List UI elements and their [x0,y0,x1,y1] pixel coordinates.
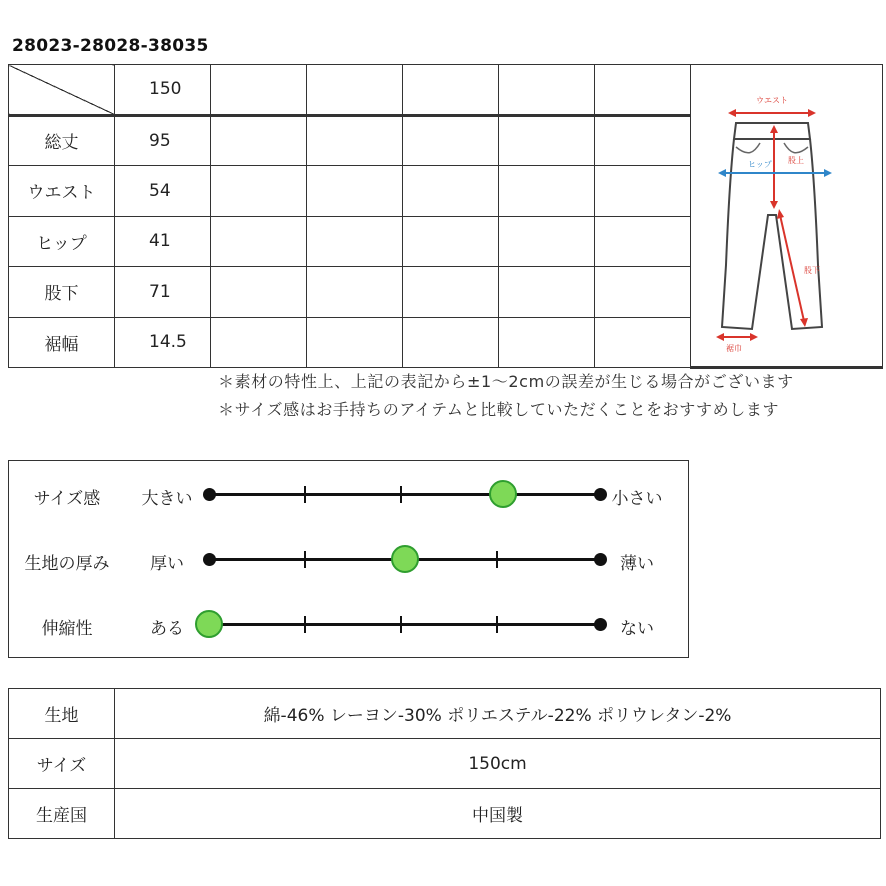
material-value: 綿-46% レーヨン-30% ポリエステル-22% ポリウレタン-2% [115,689,881,739]
empty-header-cell [499,65,595,116]
note-comparison: ＊サイズ感はお手持ちのアイテムと比較していただくことをおすすめします [218,400,780,419]
pocket-right [784,143,808,153]
size-info-row [9,739,881,789]
feel-track [209,539,601,579]
origin-row [9,789,881,839]
pants-diagram-cell [691,65,883,368]
feel-label: 生地の厚み [24,554,110,574]
feel-row-thickness [9,539,688,579]
pocket-left [736,143,760,153]
size-info-label: サイズ [9,739,115,789]
empty-header-cell [403,65,499,116]
material-table [8,688,881,839]
origin-label: 生産国 [9,789,115,839]
empty-header-cell [307,65,403,116]
feel-right-label: 薄い [620,554,654,574]
size-header-row [9,65,883,116]
material-label: 生地 [9,689,115,739]
track-tick [304,616,306,633]
track-start-dot [203,553,216,566]
size-info-value: 150cm [115,739,881,789]
track-tick [304,551,306,568]
feel-left-label: 厚い [150,554,184,574]
note-tolerance: ＊素材の特性上、上記の表記から±1～2cmの誤差が生じる場合がございます [218,372,794,391]
feel-marker [195,610,223,638]
track-tick [400,616,402,633]
empty-header-cell [595,65,691,116]
track-tick [304,486,306,503]
track-line [209,493,601,496]
feel-row-size [9,474,688,514]
track-tick [400,486,402,503]
corner-cell [9,65,115,116]
track-end-dot [594,553,607,566]
feel-left-label: 大きい [141,489,193,509]
material-row [9,689,881,739]
track-line [209,623,601,626]
row-label-hem-width: 裾幅 [9,317,115,368]
inseam-label: 股下 [803,266,820,275]
product-code: 28023-28028-38035 [12,36,209,56]
size-table [8,64,883,369]
feel-row-stretch [9,604,688,644]
feel-label: サイズ感 [33,489,101,509]
notes [218,368,794,424]
row-label-total-length: 総丈 [9,115,115,166]
feel-label: 伸縮性 [41,619,93,639]
row-value: 95 [115,115,211,166]
rise-label: 股上 [787,156,804,165]
size-header-150: 150 [115,65,211,116]
track-tick [496,616,498,633]
row-value: 14.5 [115,317,211,368]
feel-left-label: ある [150,619,184,639]
hem-label: 裾巾 [725,344,742,353]
origin-value: 中国製 [115,789,881,839]
feel-track [209,474,601,514]
feel-marker [489,480,517,508]
row-value: 71 [115,267,211,318]
pants-outline [722,139,822,329]
track-tick [496,551,498,568]
row-label-hip: ヒップ [9,216,115,267]
feel-scale-box [8,460,689,658]
waist-label: ウエスト [755,96,788,105]
row-value: 41 [115,216,211,267]
track-end-dot [594,488,607,501]
pants-diagram [692,65,882,361]
track-end-dot [594,618,607,631]
feel-track [209,604,601,644]
row-value: 54 [115,166,211,217]
feel-right-label: ない [620,619,654,639]
row-label-inseam: 股下 [9,267,115,318]
empty-header-cell [211,65,307,116]
feel-marker [391,545,419,573]
hip-label: ヒップ [747,160,772,169]
feel-right-label: 小さい [611,489,663,509]
track-start-dot [203,488,216,501]
row-label-waist: ウエスト [9,166,115,217]
